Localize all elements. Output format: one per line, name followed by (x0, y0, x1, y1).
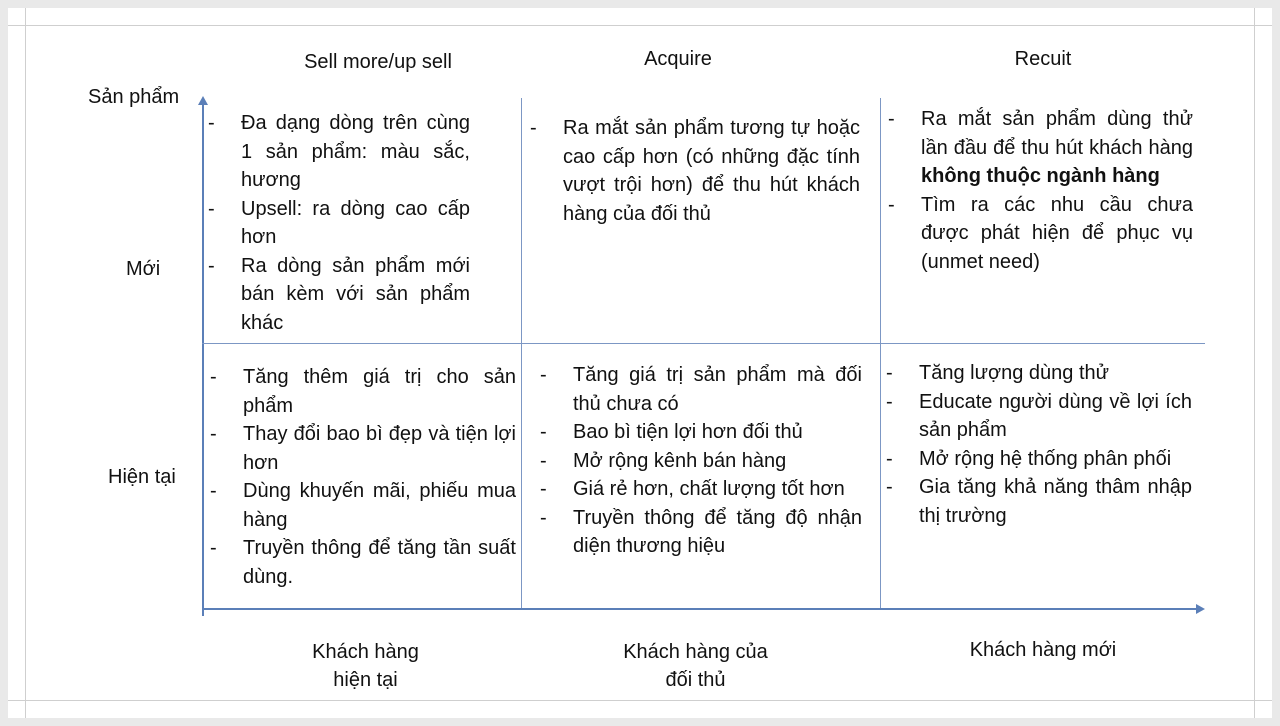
list-item (888, 105, 1193, 191)
x-axis-arrow-icon (1196, 604, 1205, 614)
footer-line: đối thủ (665, 669, 726, 691)
y-axis-line (202, 104, 204, 616)
list-item: - Bao bì tiện lợi hơn đối thủ (540, 418, 862, 447)
footer-competitor-customers (533, 638, 858, 694)
margin-guide-bottom (8, 700, 1272, 701)
list-item: - Dùng khuyến mãi, phiếu mua hàng (210, 477, 516, 534)
list-item: - Giá rẻ hơn, chất lượng tốt hơn (540, 475, 862, 504)
list-item: - Gia tăng khả năng thâm nhập thị trường (886, 473, 1192, 530)
list-item: - Đa dạng dòng trên cùng 1 sản phẩm: màu sắc, hương (208, 109, 470, 195)
footer-new-customers: Khách hàng mới (969, 639, 1117, 661)
list-item: - Truyền thông để tăng độ nhận diện thương hiệu (540, 504, 862, 561)
cell-new-acquire (530, 114, 860, 228)
row-label-current: Hiện tại (108, 466, 176, 488)
list-item: - Tăng thêm giá trị cho sản phẩm (210, 363, 516, 420)
list-item: - Tăng lượng dùng thử (886, 359, 1192, 388)
cell-new-recruit (888, 105, 1193, 276)
list-item-bold-text: không thuộc ngành hàng (921, 165, 1160, 187)
list-item: - Educate người dùng về lợi ích sản phẩm (886, 388, 1192, 445)
x-axis-line (202, 608, 1196, 610)
y-axis-arrow-icon (198, 96, 208, 105)
list-item: - Truyền thông để tăng tần suất dùng. (210, 534, 516, 591)
list-item: - Upsell: ra dòng cao cấp hơn (208, 195, 470, 252)
footer-current-customers (213, 638, 518, 694)
column-header-sell: Sell more/up sell (304, 51, 452, 73)
y-axis-title: Sản phẩm (88, 86, 180, 108)
margin-guide-top (8, 25, 1272, 26)
column-header-acquire: Acquire (644, 48, 712, 70)
grid-divider-vertical-1 (521, 98, 522, 608)
grid-divider-vertical-2 (880, 98, 881, 608)
list-item-text: Ra mắt sản phẩm dùng thử lần đầu để thu hút khách hàng (921, 108, 1193, 159)
list-item: - Ra dòng sản phẩm mới bán kèm với sản phẩm khác (208, 252, 470, 338)
footer-line: hiện tại (333, 669, 398, 691)
row-label-new: Mới (126, 258, 161, 280)
grid-divider-horizontal (202, 343, 1205, 344)
footer-line: Khách hàng (312, 641, 419, 663)
list-item: - Tìm ra các nhu cầu chưa được phát hiện để phục vụ (unmet need) (888, 191, 1193, 277)
footer-line: Khách hàng của (623, 641, 768, 663)
column-header-recruit: Recuit (1014, 48, 1072, 70)
cell-new-sell (208, 109, 470, 337)
list-item: - Mở rộng kênh bán hàng (540, 447, 862, 476)
document-page (8, 8, 1272, 718)
margin-guide-right (1254, 8, 1255, 718)
cell-current-sell (210, 363, 516, 591)
list-item: - Ra mắt sản phẩm tương tự hoặc cao cấp hơn (có những đặc tính vượt trội hơn) để thu hút khách hàng của đối thủ (530, 114, 860, 228)
cell-current-acquire (540, 361, 862, 561)
list-item: - Thay đổi bao bì đẹp và tiện lợi hơn (210, 420, 516, 477)
cell-current-recruit (886, 359, 1192, 530)
list-item: - Tăng giá trị sản phẩm mà đối thủ chưa có (540, 361, 862, 418)
margin-guide-left (25, 8, 26, 718)
list-item: - Mở rộng hệ thống phân phối (886, 445, 1192, 474)
